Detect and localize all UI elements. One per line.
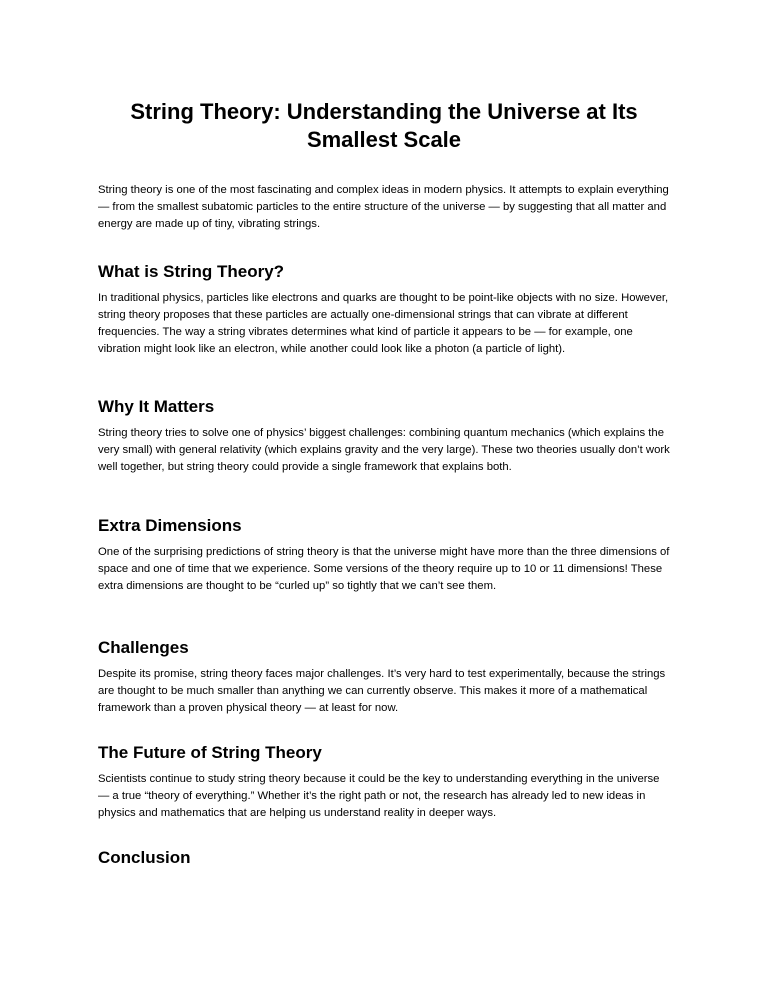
section-body-what-is-string-theory: In traditional physics, particles like electrons and quarks are thought to be point-like objects with no size. However, string theory proposes that these particles are actually one-dimensional strings that can vibrate at different frequencies. The way a string vibrates determines what kind of particle it appears to be — for example, one vibration might look like an electron, while another could look like a photon (a particle of light). [98,292,669,355]
section-heading-why-it-matters: Why It Matters [98,397,215,416]
section-heading-conclusion: Conclusion [98,848,191,867]
section-heading-extra-dimensions: Extra Dimensions [98,516,242,535]
section-body-why-it-matters: String theory tries to solve one of physics’ biggest challenges: combining quantum mechanics (which explains the very small) with general relativity (which explains gravity and the very large). These two theories usually don’t work well together, but string theory could provide a single framework that explains both. [98,427,670,473]
section-heading-what-is-string-theory: What is String Theory? [98,262,285,281]
intro-paragraph: String theory is one of the most fascinating and complex ideas in modern physics. It attempts to explain everything — from the smallest subatomic particles to the entire structure of the universe — by suggesting that all matter and energy are made up of tiny, vibrating strings. [98,184,669,230]
section-body-challenges: Despite its promise, string theory faces major challenges. It’s very hard to test experimentally, because the strings are thought to be much smaller than anything we can currently observe. This makes it more of a mathematical framework than a proven physical theory — at least for now. [98,668,666,714]
section-body-future: Scientists continue to study string theory because it could be the key to understanding everything in the universe — a true “theory of everything.” Whether it’s the right path or not, the research has already led to new ideas in physics and mathematics that are helping us understand reality in deeper ways. [98,773,660,819]
section-heading-future: The Future of String Theory [98,743,322,762]
section-body-extra-dimensions: One of the surprising predictions of string theory is that the universe might have more than the three dimensions of space and one of time that we experience. Some versions of the theory require up to 10 or 11 dimensions! These extra dimensions are thought to be “curled up” so tightly that we can’t see them. [98,546,670,592]
document-title: String Theory: Understanding the Universe at Its Smallest Scale [130,99,638,152]
section-heading-challenges: Challenges [98,638,189,657]
